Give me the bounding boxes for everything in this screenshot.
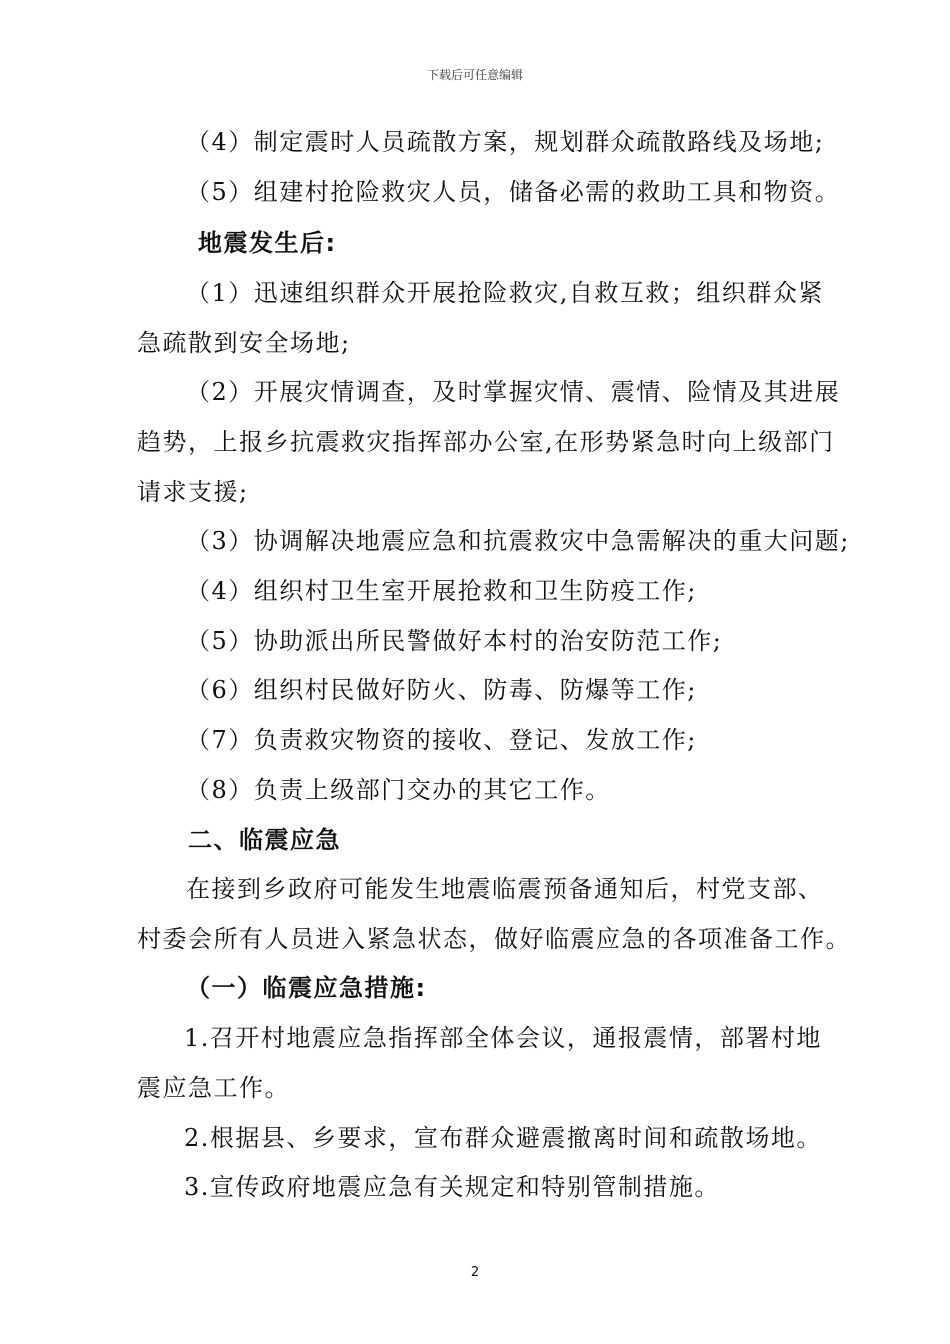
paragraph-line: 在接到乡政府可能发生地震临震预备通知后，村党支部、 [186,875,824,903]
paragraph-line: （4）制定震时人员疏散方案，规划群众疏散路线及场地; [186,128,825,156]
paragraph-line: 1.召开村地震应急指挥部全体会议，通报震情，部署村地 [184,1024,822,1052]
paragraph-line: 震应急工作。 [137,1074,290,1102]
paragraph-line: （6）组织村民做好防火、防毒、防爆等工作; [186,676,697,704]
paragraph-line: 急疏散到安全场地; [137,329,351,357]
page-header: 下载后可任意编辑 [426,68,523,82]
paragraph-line: （7）负责救灾物资的接收、登记、发放工作; [186,726,697,754]
page-number: 2 [470,1265,480,1280]
paragraph-line: （5）协助派出所民警做好本村的治安防范工作; [186,627,723,655]
paragraph-line: （5）组建村抢险救灾人员，储备必需的救助工具和物资。 [186,178,841,206]
section-heading: 地震发生后: [198,229,337,257]
paragraph-line: （4）组织村卫生室开展抢救和卫生防疫工作; [186,577,697,605]
paragraph-line: （8）负责上级部门交办的其它工作。 [186,776,611,804]
paragraph-line: （3）协调解决地震应急和抗震救灾中急需解决的重大问题; [186,527,850,555]
subsection-heading: （一）临震应急措施: [186,974,427,1002]
section-heading: 二、临震应急 [188,826,341,854]
paragraph-line: （1）迅速组织群众开展抢险救灾,自救互救；组织群众紧 [186,279,824,307]
paragraph-line: 3.宣传政府地震应急有关规定和特别管制措施。 [184,1173,720,1201]
paragraph-line: （2）开展灾情调查，及时掌握灾情、震情、险情及其进展 [186,378,841,406]
paragraph-line: 趋势，上报乡抗震救灾指挥部办公室,在形势紧急时向上级部门 [137,428,835,456]
paragraph-line: 请求支援; [137,478,249,506]
paragraph-line: 2.根据县、乡要求，宣布群众避震撤离时间和疏散场地。 [184,1124,822,1152]
paragraph-line: 村委会所有人员进入紧急状态，做好临震应急的各项准备工作。 [137,925,851,953]
